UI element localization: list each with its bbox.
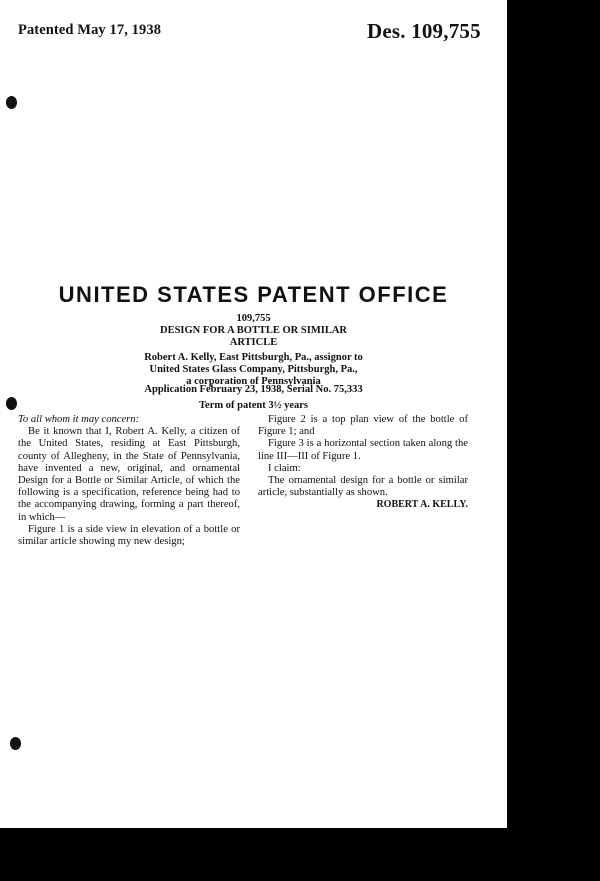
intro-paragraph: Be it known that I, Robert A. Kelly, a citizen of the United States, residing at East Pittsburgh, county of Allegheny, in the State of Pennsylvania, have invented a new, original, and ornamental Design for a Bottle or Similar Article, of which the following is a specification, reference being had to the accompanying drawing, forming a part thereof, in which— [18,426,240,523]
design-number: Des. 109,755 [367,19,481,43]
patent-term: Term of patent 3½ years [199,400,308,411]
inventor-line2: United States Glass Company, Pittsburgh, Pa., [149,364,358,375]
scan-border-right [507,0,600,881]
patent-number: 109,755 [236,313,271,324]
punch-hole-bottom [10,737,21,750]
salutation: To all whom it may concern: [18,414,140,425]
inventor-line3: a corporation of Pennsylvania [186,376,321,387]
office-title: UNITED STATES PATENT OFFICE [58,282,449,307]
patent-date: Patented May 17, 1938 [18,22,162,38]
claim-text: The ornamental design for a bottle or similar article, substantially as shown. [258,475,468,499]
figure2-description: Figure 2 is a top plan view of the bottle of Figure 1; and [258,414,468,438]
inventor-signature: ROBERT A. KELLY. [376,499,468,511]
left-column [18,414,240,548]
figure1-description: Figure 1 is a side view in elevation of a bottle or similar article showing my new design; [18,523,240,548]
scan-border-bottom [0,828,600,881]
inventor-line1: Robert A. Kelly, East Pittsburgh, Pa., assignor to [144,352,363,363]
design-title-line1: DESIGN FOR A BOTTLE OR SIMILAR [159,325,347,336]
design-title-line2: ARTICLE [229,337,278,348]
right-column [258,414,468,512]
figure3-description: Figure 3 is a horizontal section taken along the line III—III of Figure 1. [258,438,468,462]
punch-hole-top [6,96,17,109]
application-info: Application February 23, 1938, Serial No. 75,333 [144,384,363,395]
claim-label: I claim: [268,462,301,474]
